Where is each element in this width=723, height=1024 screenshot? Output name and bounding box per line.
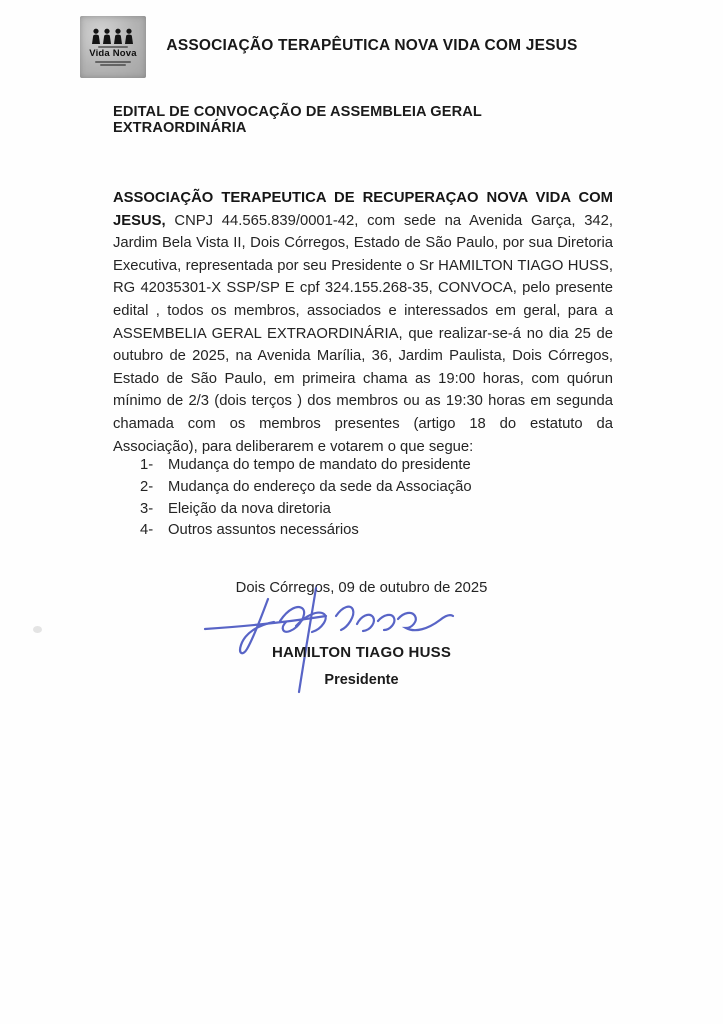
agenda-list	[140, 455, 472, 542]
agenda-item-number: 2-	[140, 478, 154, 495]
organization-name: ASSOCIAÇÃO TERAPÊUTICA NOVA VIDA COM JESUS	[166, 37, 578, 54]
agenda-item	[140, 477, 472, 499]
logo-tiny-text-line	[95, 61, 131, 63]
agenda-item	[140, 455, 472, 477]
people-icon	[90, 28, 136, 44]
agenda-item-text: Mudança do endereço da sede da Associação	[168, 478, 472, 495]
agenda-item	[140, 520, 472, 542]
body-paragraph	[113, 187, 613, 458]
scan-smudge	[33, 626, 42, 633]
agenda-item	[140, 499, 472, 521]
body-lead-bold: ASSOCIAÇÃO TERAPEUTICA DE RECUPERAÇAO NOVA VIDA COM JESUS,	[113, 190, 613, 229]
logo-text: Vida Nova	[89, 48, 137, 59]
date-line: Dois Córregos, 09 de outubro de 2025	[235, 580, 488, 596]
agenda-item-number: 1-	[140, 457, 154, 473]
body-main-text: CNPJ 44.565.839/0001-42, com sede na Avenida Garça, 342, Jardim Bela Vista II, Dois Córregos, Estado de São Paulo, por sua Diretoria Executiva, representada por seu Presidente o Sr HAMILTON TIAGO HUSS, RG 42035301-X SSP/SP E cpf 324.155.268-35, CONVOCA, pelo presente edital , todos os membros, associados e interessados em geral, para a ASSEMBELIA GERAL EXTRAORDINÁRIA, que realizar-se-á no dia 25 de outubro de 2025, na Avenida Marília, 36, Jardim Paulista, Dois Córregos, Estado de São Paulo, em primeira chama as 19:00 horas, com quórun mínimo de 2/3 (dois terços ) dos membros ou as 19:30 horas em segunda chamada com os membros presentes (artigo 18 do estatuto da Associação), para deliberarem e votarem o que segue:	[113, 212, 613, 455]
agenda-item-number: 4-	[140, 522, 154, 539]
agenda-item-text: Eleição da nova diretoria	[168, 500, 331, 517]
signer-role: Presidente	[324, 672, 399, 688]
document-title: EDITAL DE CONVOCAÇÃO DE ASSEMBLEIA GERAL EXTRAORDINÁRIA	[113, 104, 482, 136]
agenda-item-text: Mudança do tempo de mandato do presidente	[168, 457, 471, 473]
agenda-item-text: Outros assuntos necessários	[168, 522, 359, 539]
association-logo	[80, 16, 146, 78]
agenda-item-number: 3-	[140, 500, 154, 517]
logo-tiny-text-line	[100, 64, 126, 66]
signer-name: HAMILTON TIAGO HUSS	[271, 644, 452, 661]
